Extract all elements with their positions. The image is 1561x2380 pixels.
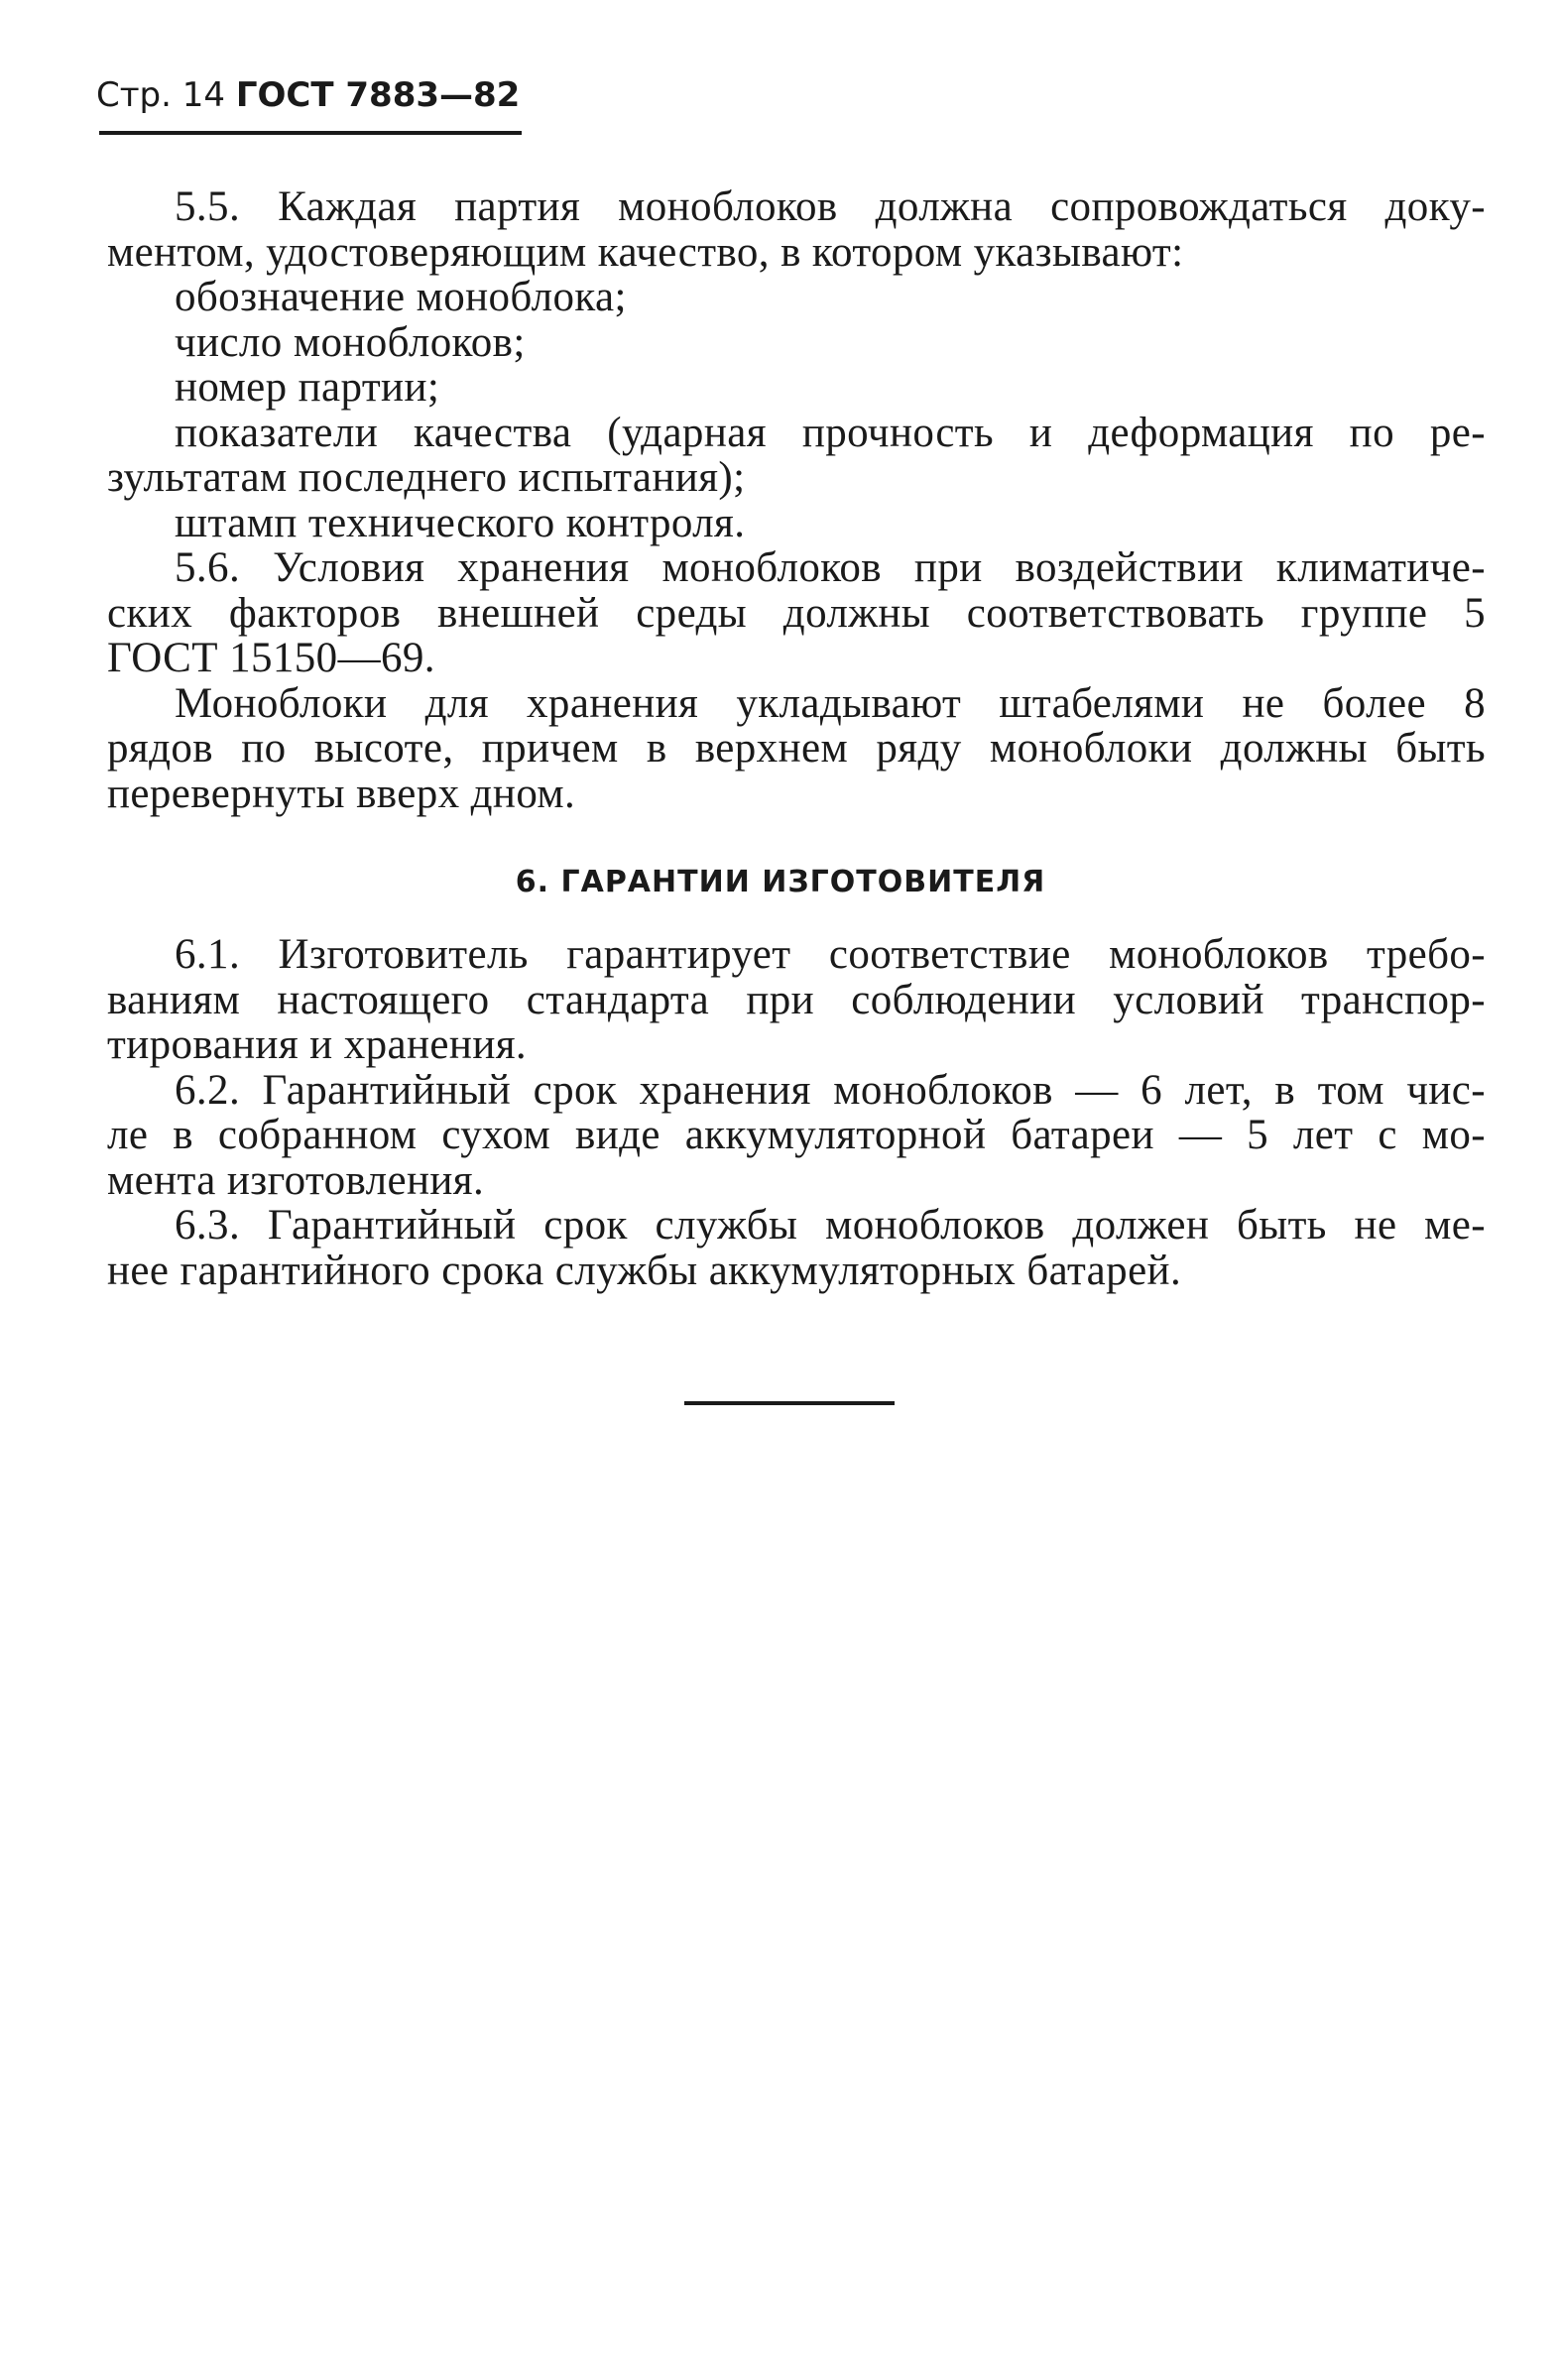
paragraph-line: 6.1. Изготовитель гарантирует соответствие моноблоков требо- [175, 931, 1486, 978]
paragraph-line: показатели качества (ударная прочность и деформация по ре- [175, 409, 1486, 456]
end-rule [684, 1401, 895, 1405]
paragraph-line: обозначение моноблока; [175, 274, 627, 320]
paragraph-line: Моноблоки для хранения укладывают штабелями не более 8 [175, 679, 1486, 727]
paragraph-line: рядов по высоте, причем в верхнем ряду моноблоки должны быть [107, 725, 1486, 772]
section-5-text [107, 184, 1486, 816]
paragraph-line: нее гарантийного срока службы аккумуляторных батарей. [107, 1247, 1182, 1294]
section-6-text [107, 932, 1486, 1293]
paragraph-line: 6.3. Гарантийный срок службы моноблоков должен быть не ме- [175, 1202, 1486, 1249]
paragraph-line: штамп технического контроля. [175, 499, 746, 546]
paragraph-line: мента изготовления. [107, 1156, 485, 1204]
standard-code: ГОСТ 7883—82 [235, 75, 521, 115]
paragraph-line: ле в собранном сухом виде аккумуляторной батареи — 5 лет с мо- [107, 1112, 1486, 1158]
paragraph-line: 5.6. Условия хранения моноблоков при воздействии климатиче- [175, 544, 1486, 591]
paragraph-line: 6.2. Гарантийный срок хранения моноблоков — 6 лет, в том чис- [175, 1066, 1486, 1114]
paragraph-line: зультатам последнего испытания); [107, 454, 746, 501]
paragraph-line: тирования и хранения. [107, 1021, 528, 1068]
paragraph-line: ских факторов внешней среды должны соответствовать группе 5 [107, 589, 1486, 637]
paragraph-line: перевернуты вверх дном. [107, 770, 576, 817]
paragraph-line: число моноблоков; [175, 318, 526, 366]
page-number: Стр. 14 [96, 75, 226, 115]
paragraph-line: ГОСТ 15150—69. [107, 635, 435, 681]
paragraph-line: ваниям настоящего стандарта при соблюдении условий транспор- [107, 976, 1486, 1023]
header-rule [99, 131, 522, 135]
page-header [96, 75, 520, 115]
paragraph-line: ментом, удостоверяющим качество, в котором указывают: [107, 228, 1184, 276]
paragraph-line: номер партии; [175, 364, 440, 411]
section-6-heading: 6. ГАРАНТИИ ИЗГОТОВИТЕЛЯ [515, 865, 1046, 899]
paragraph-line: 5.5. Каждая партия моноблоков должна сопровождаться доку- [175, 183, 1486, 230]
